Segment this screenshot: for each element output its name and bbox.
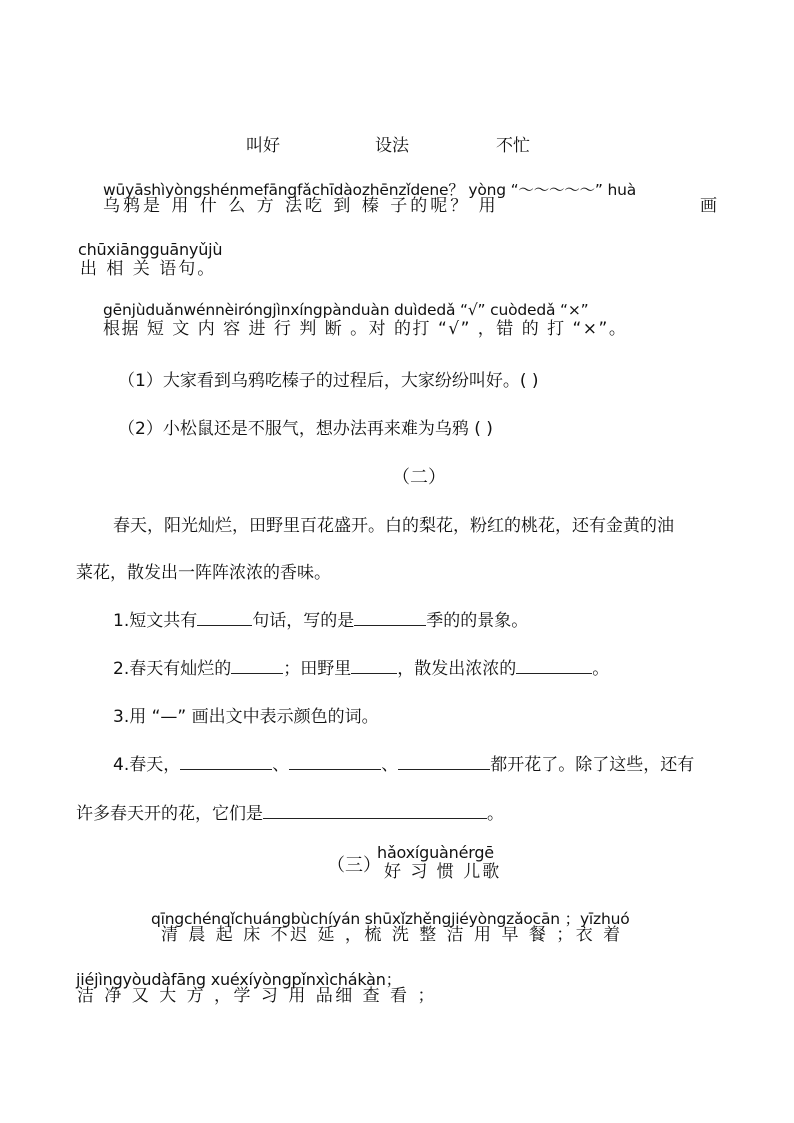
question-4-blank-1[interactable] — [180, 753, 272, 770]
poem-hanzi-line-2: 洁 净 又 大 方 ，学 习 用 品细 查 看 ； — [77, 986, 437, 1006]
question-2-blank-3[interactable] — [516, 657, 592, 674]
poem-pinyin-line-2: jiéjìngyòudàfāng xuéxíyòngpǐnxìchákàn； — [76, 970, 402, 989]
question-2-text-d: 。 — [592, 659, 610, 679]
section-3-title-pinyin: hǎoxíguànérgē — [377, 843, 494, 862]
question-2 — [113, 654, 609, 679]
word-option-1: 叫好 — [246, 136, 280, 156]
question-3: 3.用 “—” 画出文中表示颜色的词。 — [113, 707, 379, 727]
question-4-blank-2[interactable] — [289, 753, 381, 770]
question-4-text-d: 。 — [487, 804, 504, 824]
word-option-2: 设法 — [375, 136, 409, 156]
question-4-line-1 — [113, 750, 694, 775]
question-2-text-c: ，散发出浓浓的 — [397, 659, 517, 679]
crow-question-hanzi-line-1: 乌鸦是 用 什 么 方 法吃 到 榛 子的呢？ 用 — [103, 196, 499, 216]
question-4-text-b: 都开花了。除了这些，还有 — [490, 755, 695, 775]
section-3-title: （三） — [327, 855, 381, 876]
crow-question-pinyin-line-1: wūyāshìyòngshénmefāngfǎchīdàozhēnzǐdene？ yòng “～～～～～” huà — [103, 181, 637, 199]
question-1-blank-1[interactable] — [197, 609, 252, 626]
question-1-blank-2[interactable] — [354, 609, 426, 626]
question-4-blank-3[interactable] — [398, 753, 490, 770]
question-4-separator-1: 、 — [272, 755, 290, 775]
passage-line-2: 菜花，散发出一阵阵浓浓的香味。 — [76, 563, 331, 583]
judge-question-hanzi: 根据 短 文 内 容 进 行 判 断 。对 的打 “√” ，错 的 打 “×”。 — [103, 319, 628, 339]
crow-question-pinyin-line-2: chūxiāngguānyǔjù — [78, 240, 223, 259]
question-2-blank-2[interactable] — [351, 657, 397, 674]
word-option-3: 不忙 — [496, 136, 530, 156]
crow-question-hanzi-line-1-end: 画 — [700, 196, 717, 216]
question-4-text-c: 许多春天开的花，它们是 — [76, 804, 263, 824]
poem-hanzi-line-1: 清 晨 起 床 不迟 延 ，梳 洗 整 洁 用 早 餐 ；衣 着 — [161, 925, 623, 945]
question-2-text-a: 2.春天有灿烂的 — [113, 659, 232, 679]
question-4-line-2 — [76, 799, 504, 824]
question-2-text-b: ；田野里 — [283, 659, 352, 679]
passage-line-1: 春天，阳光灿烂，田野里百花盛开。白的梨花，粉红的桃花，还有金黄的油 — [113, 516, 674, 536]
judge-item-1: （1）大家看到乌鸦吃榛子的过程后，大家纷纷叫好。( ) — [118, 371, 539, 391]
poem-pinyin-line-1: qīngchénqǐchuángbùchíyán shūxǐzhěngjiéyòngzǎocān ；yīzhuó — [151, 910, 630, 928]
crow-question-hanzi-line-2: 出 相 关 语句。 — [80, 259, 217, 279]
judge-question-pinyin: gēnjùduǎnwénnèiróngjìnxíngpànduàn duìdedǎ “√” cuòdedǎ “×” — [103, 301, 589, 319]
section-3-title-hanzi: 好 习 惯 儿歌 — [384, 862, 502, 882]
question-1-text-c: 季的的景象。 — [426, 611, 529, 631]
question-1 — [113, 606, 528, 631]
question-1-text-a: 1.短文共有 — [113, 611, 198, 631]
question-4-separator-2: 、 — [381, 755, 399, 775]
section-2-title: （二） — [392, 467, 446, 488]
judge-item-2: （2）小松鼠还是不服气，想办法再来难为乌鸦 ( ) — [118, 419, 493, 439]
question-2-blank-1[interactable] — [231, 657, 283, 674]
question-4-text-a: 4.春天， — [113, 755, 181, 775]
question-4-blank-4[interactable] — [263, 802, 487, 819]
question-1-text-b: 句话，写的是 — [252, 611, 355, 631]
